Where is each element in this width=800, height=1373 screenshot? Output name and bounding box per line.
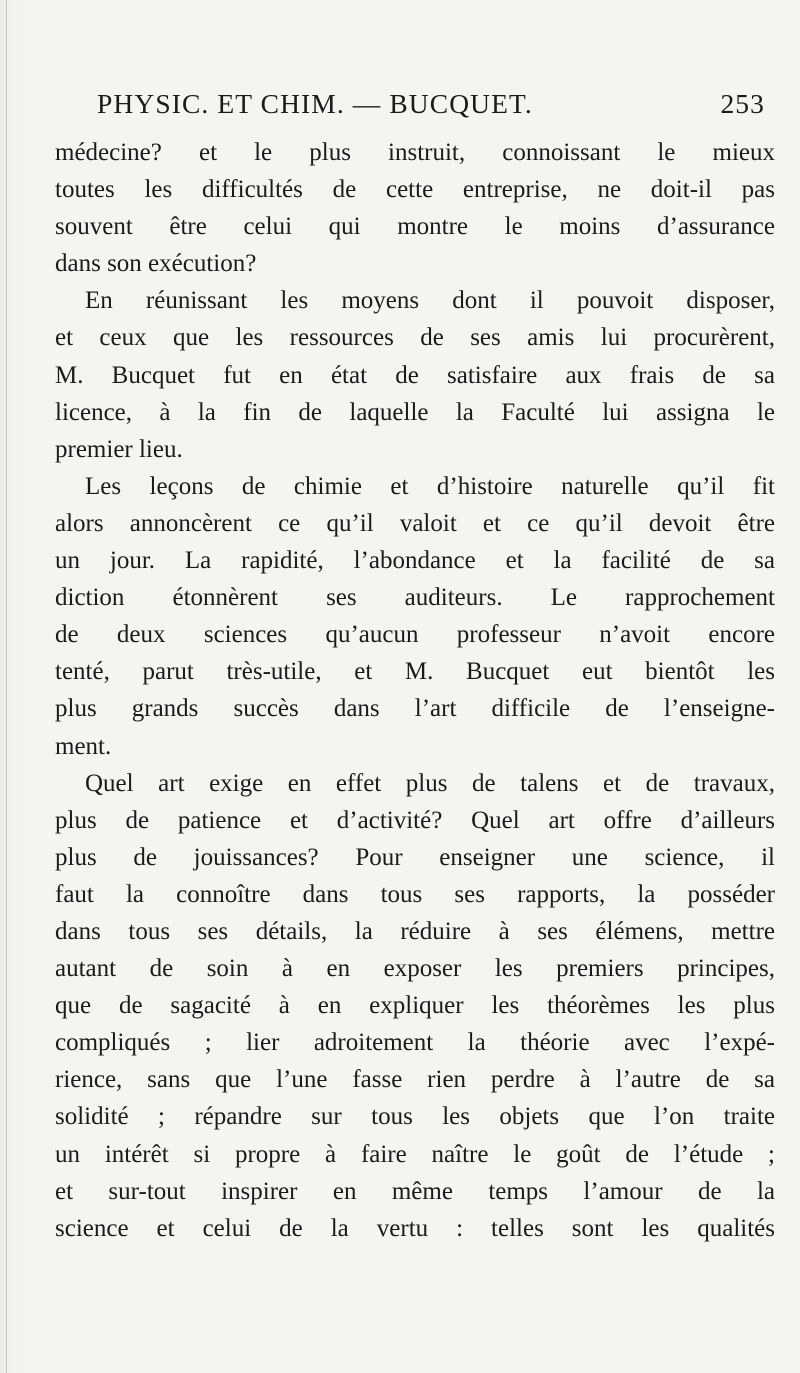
text-line: que de sagacité à en expliquer les théorèmes les plus xyxy=(55,992,775,1020)
page-number: 253 xyxy=(720,88,765,119)
text-line: plus grands succès dans l’art difficile de l’enseigne- xyxy=(55,695,775,723)
body-text xyxy=(55,134,775,1247)
running-title: PHYSIC. ET CHIM. — BUCQUET. xyxy=(97,88,533,119)
text-line: dans tous ses détails, la réduire à ses élémens, mettre xyxy=(55,917,775,945)
text-line: de deux sciences qu’aucun professeur n’avoit encore xyxy=(55,621,775,649)
text-line: et sur-tout inspirer en même temps l’amour de la xyxy=(55,1177,775,1205)
running-header xyxy=(97,88,765,128)
text-line: autant de soin à en exposer les premiers principes, xyxy=(55,955,775,983)
text-line: Quel art exige en effet plus de talens et de travaux, xyxy=(85,769,775,797)
text-line: rience, sans que l’une fasse rien perdre à l’autre de sa xyxy=(55,1066,775,1094)
page-gutter-edge xyxy=(6,0,7,1373)
text-line: un intérêt si propre à faire naître le goût de l’étude ; xyxy=(55,1140,775,1168)
text-line: science et celui de la vertu : telles sont les qualités xyxy=(55,1214,775,1242)
text-line: Les leçons de chimie et d’histoire naturelle qu’il fit xyxy=(85,472,775,500)
text-line: médecine? et le plus instruit, connoissant le mieux xyxy=(55,139,775,166)
text-line: alors annoncèrent ce qu’il valoit et ce qu’il devoit être xyxy=(55,509,775,537)
text-line: ment. xyxy=(55,732,112,760)
text-line: toutes les difficultés de cette entreprise, ne doit-il pas xyxy=(55,176,775,204)
text-line: M. Bucquet fut en état de satisfaire aux frais de sa xyxy=(55,361,775,389)
text-line: dans son exécution? xyxy=(55,250,257,278)
text-line: un jour. La rapidité, l’abondance et la facilité de sa xyxy=(55,547,775,575)
text-line: solidité ; répandre sur tous les objets que l’on traite xyxy=(55,1103,775,1131)
text-line: diction étonnèrent ses auditeurs. Le rapprochement xyxy=(55,584,775,612)
text-line: plus de patience et d’activité? Quel art offre d’ailleurs xyxy=(55,806,775,834)
text-line: compliqués ; lier adroitement la théorie avec l’expé- xyxy=(55,1029,775,1057)
text-line: plus de jouissances? Pour enseigner une science, il xyxy=(55,843,775,871)
text-line: En réunissant les moyens dont il pouvoit disposer, xyxy=(85,287,775,315)
text-line: souvent être celui qui montre le moins d’assurance xyxy=(55,213,775,241)
text-line: premier lieu. xyxy=(55,435,183,463)
text-line: faut la connoître dans tous ses rapports, la posséder xyxy=(55,880,775,908)
text-line: licence, à la fin de laquelle la Faculté lui assigna le xyxy=(55,398,775,426)
text-line: et ceux que les ressources de ses amis lui procurèrent, xyxy=(55,324,775,352)
text-line: tenté, parut très-utile, et M. Bucquet eut bientôt les xyxy=(55,658,775,686)
